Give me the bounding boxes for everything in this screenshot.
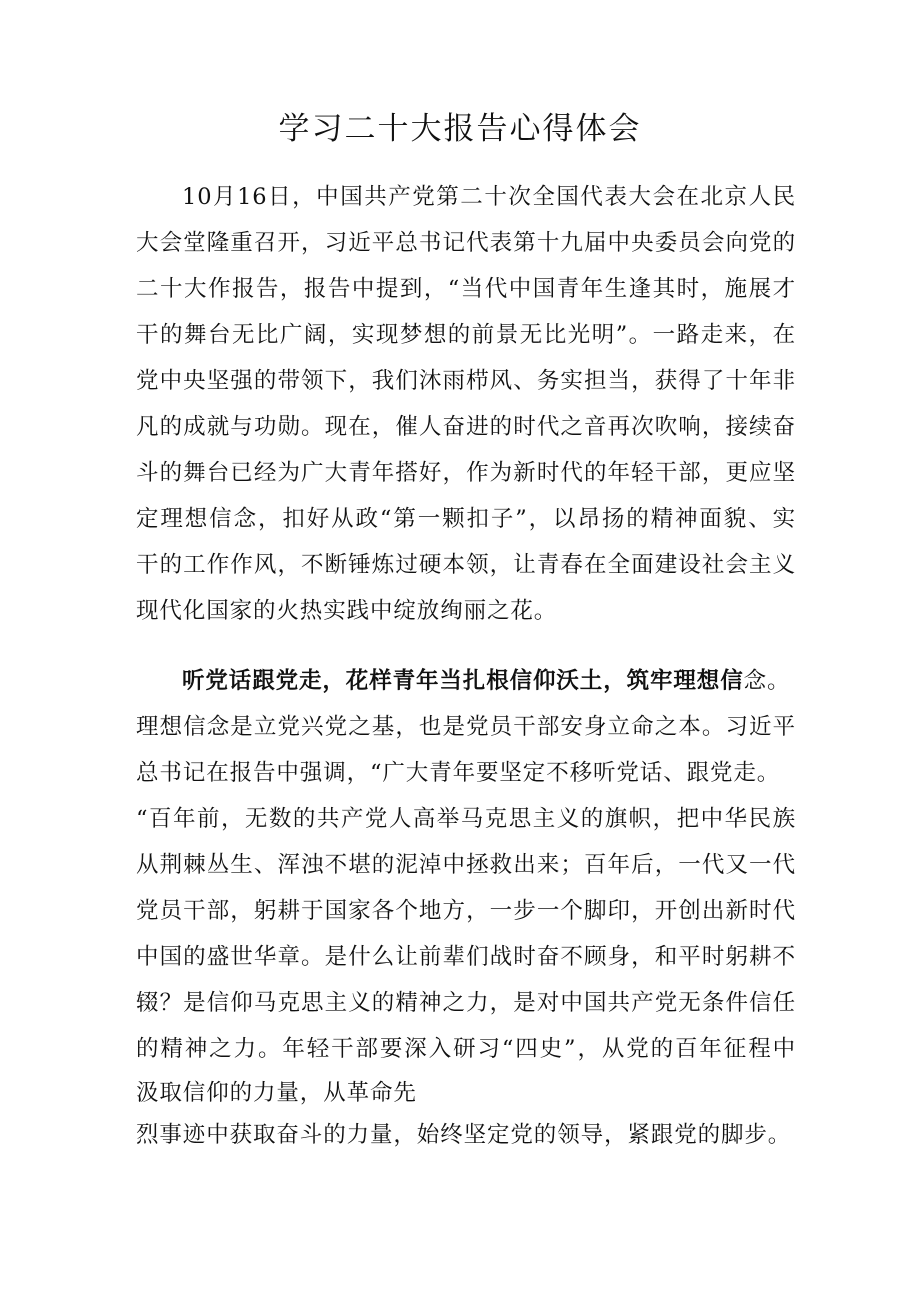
paragraph-line: 凡的成就与功勋。现在，催人奋进的时代之音再次吹响，接续奋: [136, 414, 796, 440]
document-title: 学习二十大报告心得体会: [278, 111, 642, 147]
paragraph-line: 从荆棘丛生、浑浊不堪的泥淖中拯救出来；百年后，一代又一代: [136, 852, 796, 878]
paragraph-line: 10月16日，中国共产党第二十次全国代表大会在北京人民: [182, 184, 796, 210]
paragraph-line: 干的舞台无比广阔，实现梦想的前景无比光明”。一路走来，在: [136, 322, 796, 348]
paragraph-line: 辍？是信仰马克思主义的精神之力，是对中国共产党无条件信任: [136, 990, 796, 1016]
paragraph-line: 烈事迹中获取奋斗的力量，始终坚定党的领导，紧跟党的脚步。: [136, 1122, 792, 1148]
paragraph-line: 中国的盛世华章。是什么让前辈们战时奋不顾身，和平时躬耕不: [136, 944, 796, 970]
paragraph-line: “百年前，无数的共产党人高举马克思主义的旗帜，把中华民族: [136, 806, 796, 832]
paragraph-line: 党员干部，躬耕于国家各个地方，一步一个脚印，开创出新时代: [136, 898, 796, 924]
paragraph-line: 斗的舞台已经为广大青年搭好，作为新时代的年轻干部，更应坚: [136, 460, 796, 486]
paragraph-line: 现代化国家的火热实践中绽放绚丽之花。: [136, 598, 558, 624]
paragraph-line: 定理想信念，扣好从政“第一颗扣子”，以昂扬的精神面貌、实: [136, 506, 796, 532]
paragraph-line: 干的工作作风，不断锤炼过硬本领，让青春在全面建设社会主义: [136, 552, 796, 578]
paragraph-line: 大会堂隆重召开，习近平总书记代表第十九届中央委员会向党的: [136, 230, 796, 256]
paragraph-line: 理想信念是立党兴党之基，也是党员干部安身立命之本。习近平: [136, 714, 796, 740]
paragraph-line: 党中央坚强的带领下，我们沐雨栉风、务实担当，获得了十年非: [136, 368, 796, 394]
paragraph-1: [136, 174, 796, 634]
paragraph-2: [136, 658, 796, 1156]
paragraph-line: 汲取信仰的力量，从革命先: [136, 1080, 417, 1106]
section-heading-line: [136, 658, 796, 704]
section-heading-tail: 念。: [743, 668, 791, 694]
paragraph-line: 的精神之力。年轻干部要深入研习“四史”，从党的百年征程中: [136, 1036, 796, 1062]
paragraph-line: 二十大作报告，报告中提到，“当代中国青年生逢其时，施展才: [136, 276, 796, 302]
section-heading-bold: 听党话跟党走，花样青年当扎根信仰沃土，筑牢理想信: [182, 668, 744, 694]
paragraph-line: 总书记在报告中强调，“广大青年要坚定不移听党话、跟党走。: [136, 760, 781, 786]
